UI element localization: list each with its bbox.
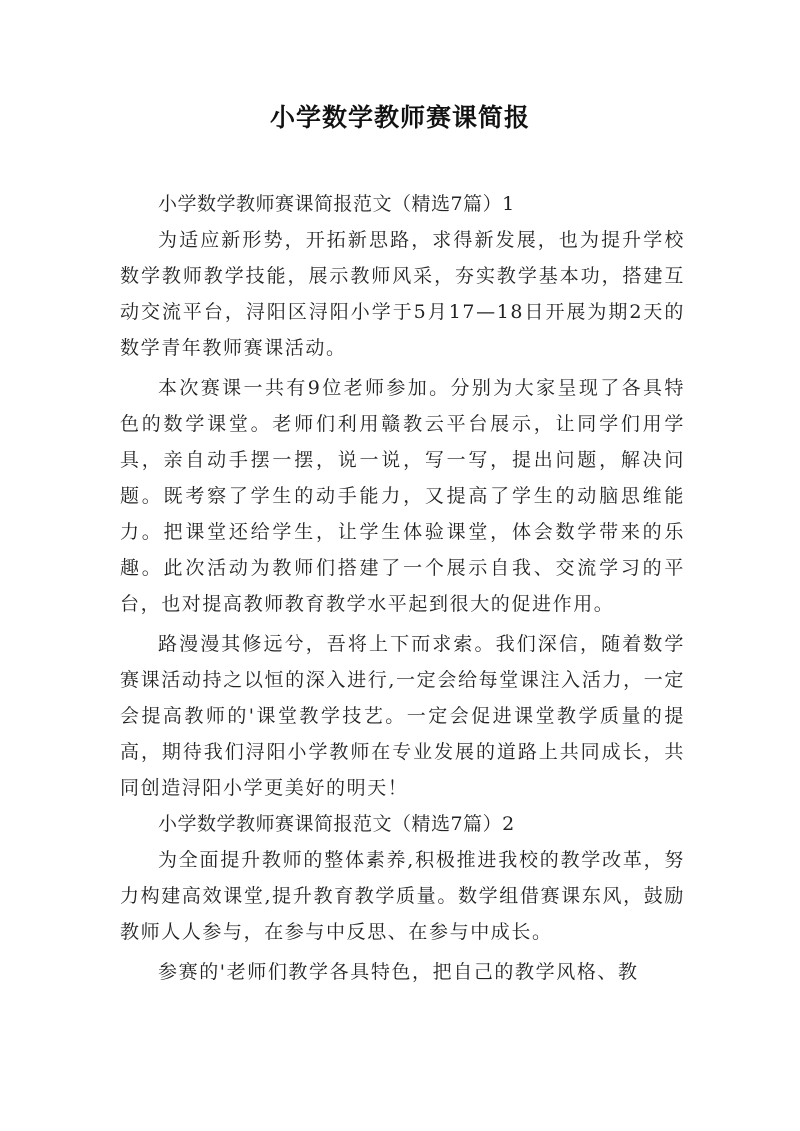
paragraph: 为全面提升教师的整体素养,积极推进我校的教学改革，努力构建高效课堂,提升教育教学质量。数学组借赛课东风，鼓励教师人人参与，在参与中反思、在参与中成长。 (120, 849, 685, 943)
paragraph: 参赛的'老师们教学各具特色，把自己的教学风格、教 (158, 961, 639, 983)
paragraph: 为适应新形势，开拓新思路，求得新发展，也为提升学校数学教师教学技能，展示教师风采，夯实教学基本功，搭建互动交流平台，浔阳区浔阳小学于5月17—18日开展为期2天的数学青年教师赛课活动。 (120, 229, 685, 359)
document-body (120, 186, 685, 990)
paragraph: 路漫漫其修远兮，吾将上下而求索。我们深信，随着数学赛课活动持之以恒的深入进行,一定会给每堂课注入活力，一定会提高教师的'课堂教学技艺。一定会促进课堂教学质量的提高，期待我们浔阳小学教师在专业发展的道路上共同成长，共同创造浔阳小学更美好的明天！ (120, 633, 685, 799)
document-title: 小学数学教师赛课简报 (269, 103, 530, 132)
section-heading: 小学数学教师赛课简报范文（精选7篇）2 (158, 813, 515, 835)
section-heading: 小学数学教师赛课简报范文（精选7篇）1 (158, 193, 515, 215)
paragraph: 本次赛课一共有9位老师参加。分别为大家呈现了各具特色的数学课堂。老师们利用赣教云平台展示，让同学们用学具，亲自动手摆一摆，说一说，写一写，提出问题，解决问题。既考察了学生的动手能力，又提高了学生的动脑思维能力。把课堂还给学生，让学生体验课堂，体会数学带来的乐趣。此次活动为教师们搭建了一个展示自我、交流学习的平台，也对提高教师教育教学水平起到很大的促进作用。 (120, 377, 685, 615)
